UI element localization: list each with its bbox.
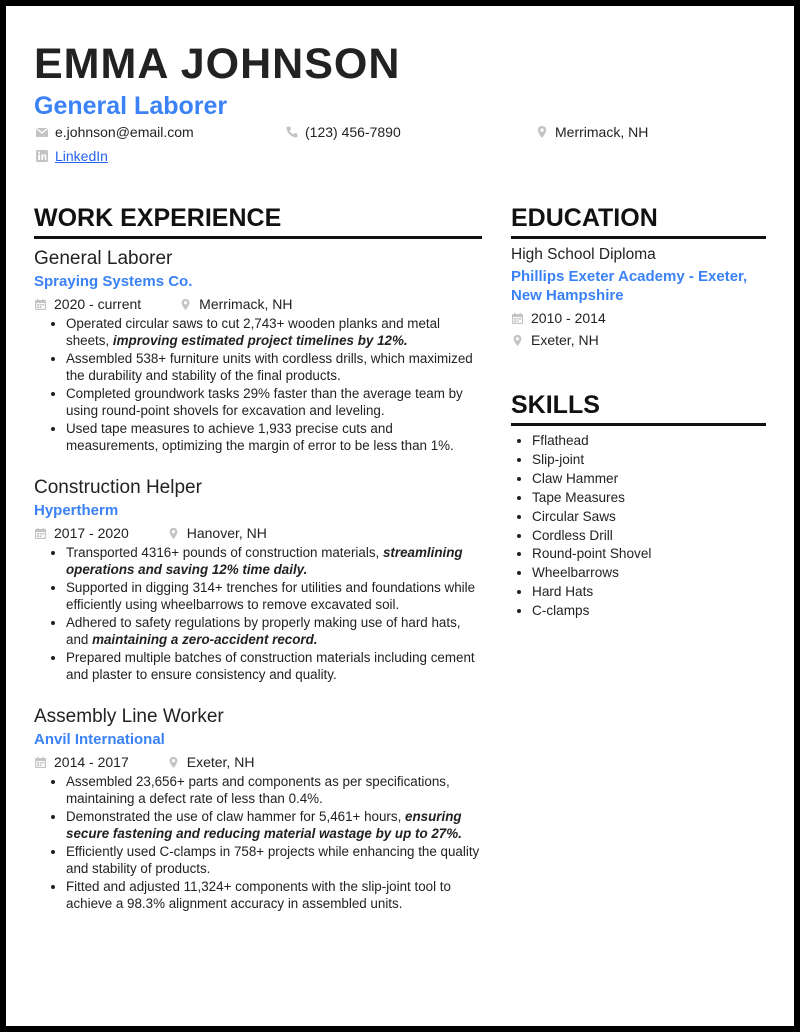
bullet-item: • Transported 4316+ pounds of construction materials, streamlining operations and saving 12% time daily. [66,544,482,578]
phone-text: (123) 456-7890 [305,124,401,140]
skill-item: • Claw Hammer [532,470,766,489]
job-entry [34,247,482,454]
education-degree: High School Diploma [511,246,656,263]
skill-item: • Wheelbarrows [532,564,766,583]
skill-item: • C-clamps [532,602,766,621]
skill-item: • Tape Measures [532,489,766,508]
job-bullets [34,544,482,683]
job-meta [34,524,482,542]
skill-item: • Slip-joint [532,451,766,470]
contact-email [35,123,194,141]
company-name: Hypertherm [34,502,119,519]
contact-location [535,123,648,141]
bullet-item: • Used tape measures to achieve 1,933 precise cuts and measurements, optimizing the margin of error to be less than 1%. [66,420,482,454]
job-bullets [34,773,482,912]
location-text: Merrimack, NH [555,124,649,140]
education-location-row [511,331,766,349]
bullet-item: • Prepared multiple batches of construction materials including cement and plaster to ensure consistency and quality. [66,649,482,683]
linkedin-icon [35,149,49,163]
work-experience-section [34,202,482,913]
bullet-item: • Assembled 23,656+ parts and components as per specifications, maintaining a defect rate of less than 0.4%. [66,773,482,807]
email-text: e.johnson@email.com [55,124,194,140]
bullet-item: • Completed groundwork tasks 29% faster than the average team by using round-point shovels for excavation and leveling. [66,385,482,419]
job-location-text: Exeter, NH [186,754,255,770]
job-title: Assembly Line Worker [34,706,224,727]
education-location: Exeter, NH [531,332,599,348]
section-divider [511,236,766,239]
skill-item: • Fflathead [532,432,766,451]
skills-list [511,432,766,621]
bullet-item: • Supported in digging 314+ trenches for utilities and foundations while efficiently using wheelbarrows to remove excavated soil. [66,579,482,613]
envelope-icon [35,125,49,139]
company-name: Anvil International [34,731,165,748]
education-dates: 2010 - 2014 [531,310,606,326]
linkedin-link[interactable]: LinkedIn [55,148,108,164]
bullet-item: • Efficiently used C-clamps in 758+ projects while enhancing the quality and stability of products. [66,843,482,877]
job-dates: 2017 - 2020 [54,525,129,541]
job-title: General Laborer [34,248,173,269]
skills-heading: SKILLS [511,391,600,419]
job-location [167,753,255,771]
job-title: Construction Helper [34,477,202,498]
job-location-text: Hanover, NH [186,525,267,541]
bullet-item: • Fitted and adjusted 11,324+ components with the slip-joint tool to achieve a 98.3% alignment accuracy in assembled units. [66,878,482,912]
candidate-title: General Laborer [34,92,228,120]
company-name: Spraying Systems Co. [34,273,193,290]
map-pin-icon [167,527,180,540]
skill-item: • Round-point Shovel [532,545,766,564]
education-dates-row [511,309,766,327]
job-dates: 2020 - current [54,296,142,312]
contact-linkedin [35,147,108,165]
job-dates: 2014 - 2017 [54,754,129,770]
skill-item: • Circular Saws [532,508,766,527]
bullet-item: • Adhered to safety regulations by properly making use of hard hats, and maintaining a zero-accident record. [66,614,482,648]
bullet-item: • Demonstrated the use of claw hammer for 5,461+ hours, ensuring secure fastening and reducing material wastage by up to 27%. [66,808,482,842]
job-entry [34,705,482,912]
skill-item: • Hard Hats [532,583,766,602]
skills-section [511,389,766,621]
skill-item: • Cordless Drill [532,527,766,546]
education-heading: EDUCATION [511,204,658,232]
calendar-icon [34,298,47,311]
candidate-name: EMMA JOHNSON [34,40,401,88]
calendar-icon [511,312,524,325]
map-pin-icon [511,334,524,347]
education-school: Phillips Exeter Academy - Exeter, New Hampshire [511,268,748,304]
phone-icon [285,125,299,139]
right-column [511,202,766,621]
calendar-icon [34,756,47,769]
work-experience-heading: WORK EXPERIENCE [34,204,282,232]
calendar-icon [34,527,47,540]
job-location [179,295,292,313]
section-divider [34,236,482,239]
map-pin-icon [167,756,180,769]
job-bullets [34,315,482,454]
section-divider [511,423,766,426]
contact-phone [285,123,401,141]
job-entry [34,476,482,683]
job-meta [34,753,482,771]
map-pin-icon [535,125,549,139]
bullet-item: • Operated circular saws to cut 2,743+ wooden planks and metal sheets, improving estimated project timelines by 12%. [66,315,482,349]
map-pin-icon [179,298,192,311]
job-location-text: Merrimack, NH [199,296,293,312]
education-section [511,202,766,349]
job-meta [34,295,482,313]
bullet-item: • Assembled 538+ furniture units with cordless drills, which maximized the durability and stability of the final products. [66,350,482,384]
job-location [167,524,267,542]
